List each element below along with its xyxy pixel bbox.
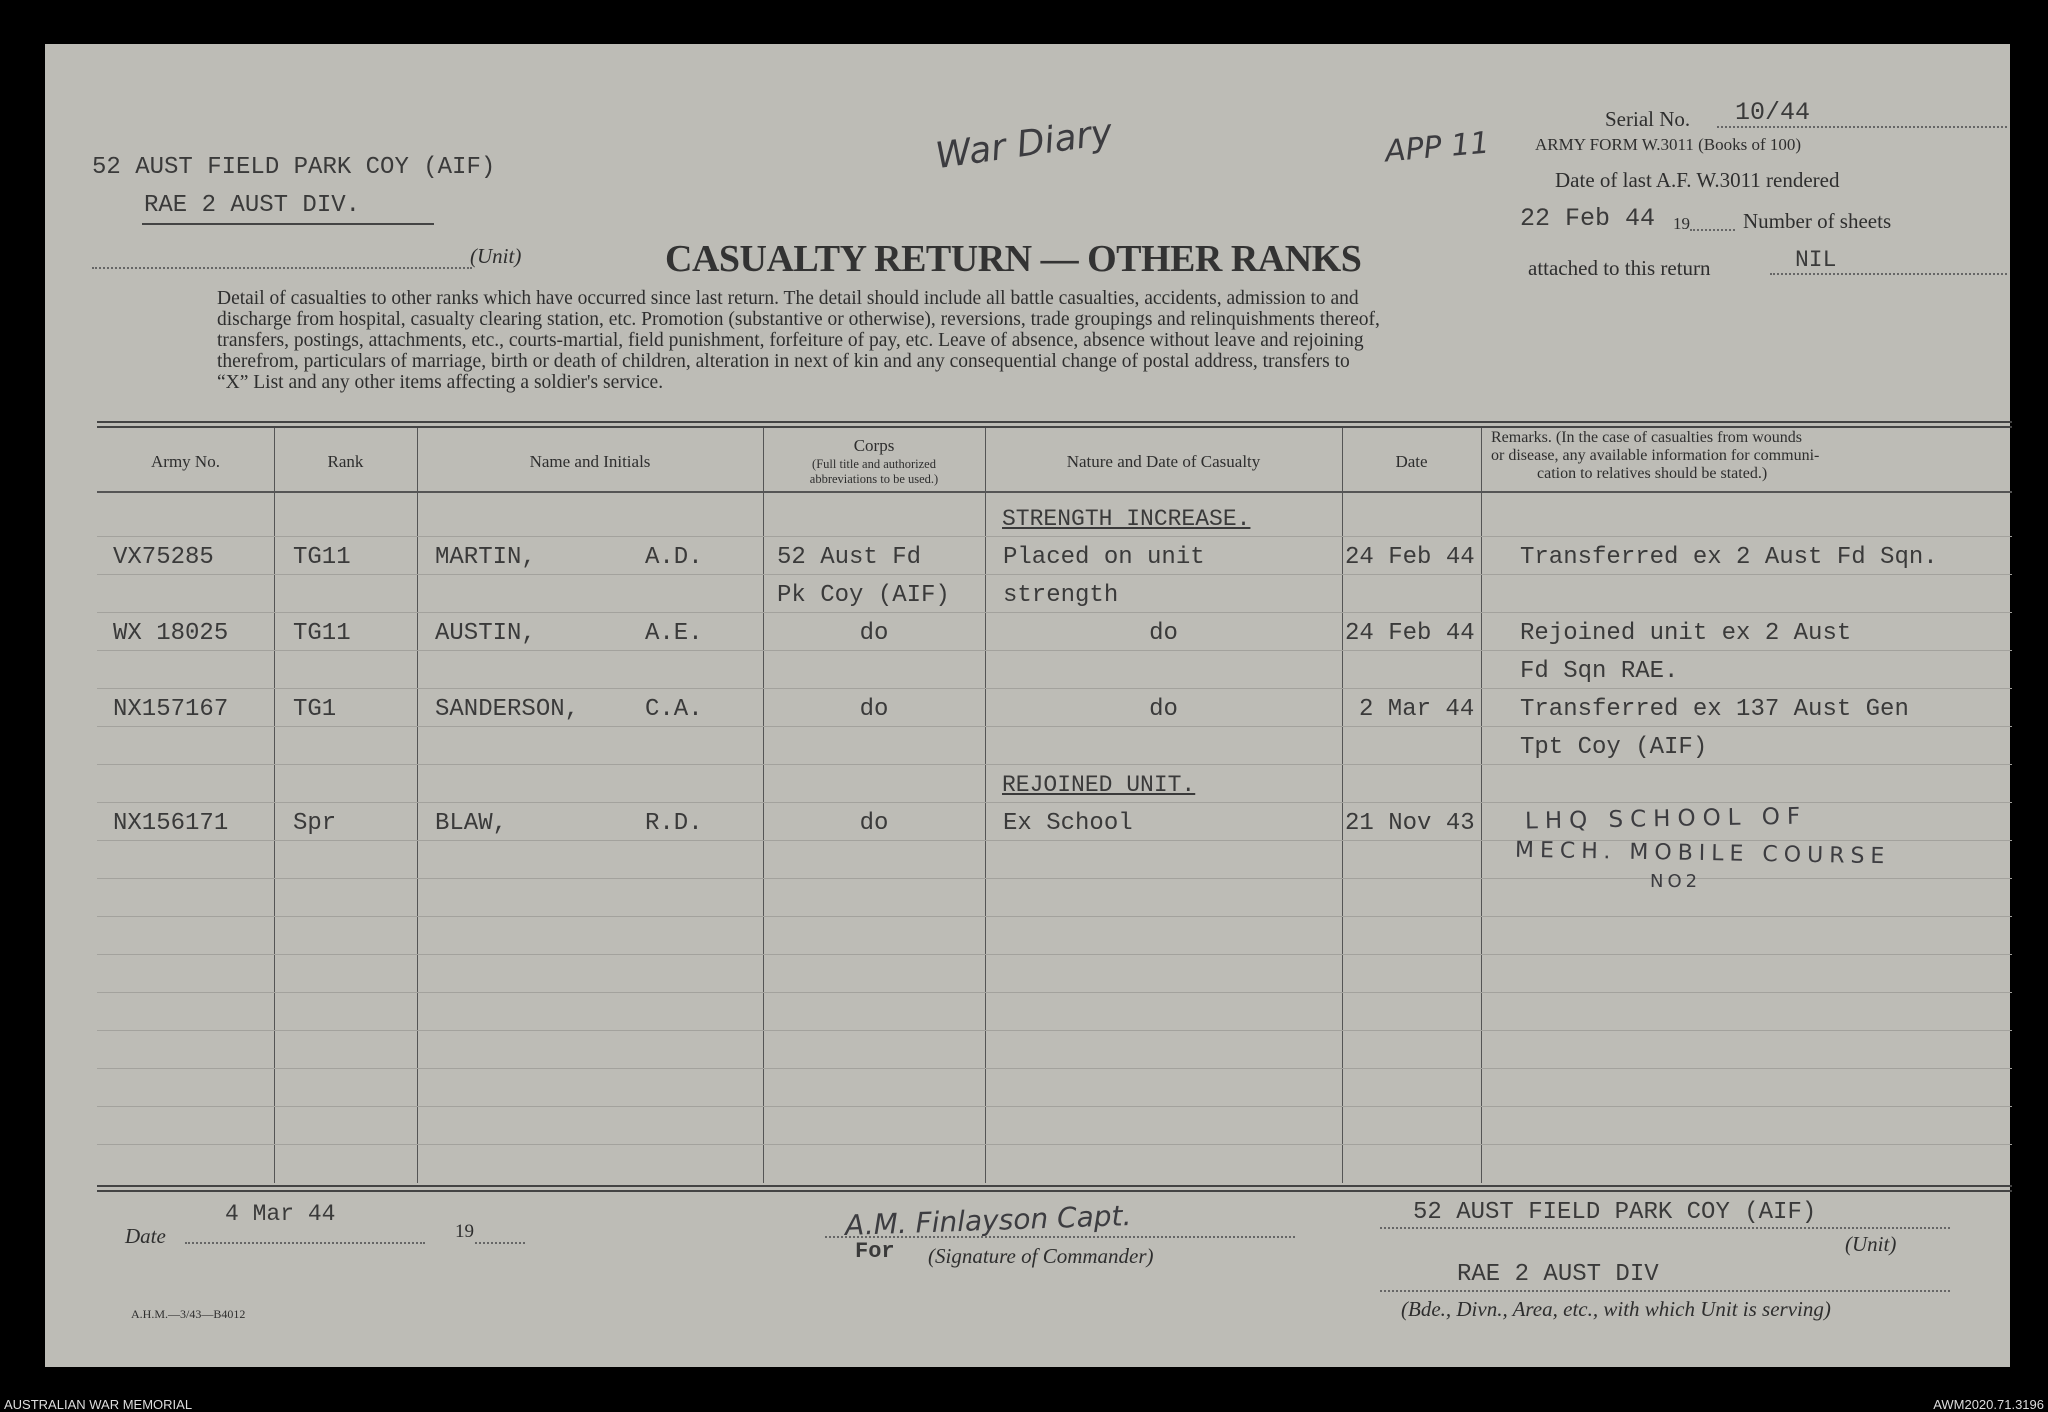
- column-divider: [1342, 428, 1343, 1183]
- row-rule: [97, 650, 2012, 651]
- column-divider: [274, 428, 275, 1183]
- rank-cell: TG11: [293, 544, 351, 571]
- for-label: For: [855, 1239, 895, 1264]
- instruction-line: transfers, postings, attachments, etc., courts-martial, field punishment, forfeiture of pay, etc. Leave of absence, absence without leave and rejoining: [217, 330, 1364, 351]
- header-corps-note: (Full title and authorized: [812, 457, 936, 471]
- row-rule: [97, 1106, 2012, 1107]
- serial-dotted-line: [1717, 126, 2007, 128]
- header-remarks: cation to relatives should be stated.): [1537, 465, 1768, 482]
- army-no-cell: WX 18025: [113, 620, 229, 647]
- surname-cell: MARTIN,: [435, 544, 536, 571]
- footer-year-dotted-line: [475, 1242, 525, 1244]
- corps-cell: Pk Coy (AIF): [777, 582, 950, 609]
- surname-cell: AUSTIN,: [435, 620, 536, 647]
- unit-line-1: 52 AUST FIELD PARK COY (AIF): [92, 154, 496, 181]
- header-corps-note: abbreviations to be used.): [809, 472, 939, 486]
- row-rule: [97, 688, 2012, 689]
- date-cell: 21 Nov 43: [1345, 810, 1475, 837]
- footer-date-value: 4 Mar 44: [225, 1201, 336, 1227]
- serial-value: 10/44: [1735, 98, 1811, 127]
- instruction-line: Detail of casualties to other ranks which have occurred since last return. The detail should include all battle casualties, accidents, admission to and: [217, 288, 1359, 309]
- army-no-cell: NX156171: [113, 810, 229, 837]
- footer-date-dotted-line: [185, 1242, 425, 1244]
- column-divider: [985, 428, 986, 1183]
- rank-cell: TG1: [293, 696, 337, 723]
- remarks-handwritten: NO2: [1650, 871, 1702, 892]
- date-cell: 2 Mar 44: [1359, 696, 1475, 723]
- unit-underline: [142, 223, 434, 225]
- header-remarks: Remarks. (In the case of casualties from wounds: [1491, 429, 1803, 446]
- date-last-label: Date of last A.F. W.3011 rendered: [1555, 168, 1840, 192]
- corps-cell: do: [859, 696, 889, 723]
- row-rule: [97, 726, 2012, 727]
- initials-cell: A.E.: [645, 620, 703, 647]
- form-sheet: [45, 44, 2010, 1367]
- initials-cell: A.D.: [645, 544, 703, 571]
- corps-cell: do: [859, 810, 889, 837]
- row-rule: [97, 802, 2012, 803]
- row-rule: [97, 574, 2012, 575]
- section-heading-strength-increase: STRENGTH INCREASE.: [1002, 506, 1251, 532]
- print-code: A.H.M.—3/43—B4012: [131, 1307, 246, 1321]
- app-note: APP 11: [1383, 125, 1491, 170]
- footer-unit-dotted-line: [1380, 1227, 1950, 1229]
- war-diary-note: War Diary: [933, 111, 1115, 178]
- date-cell: 24 Feb 44: [1345, 620, 1475, 647]
- row-rule: [97, 536, 2012, 537]
- form-title: CASUALTY RETURN — OTHER RANKS: [665, 238, 1362, 280]
- archive-caption-left: AUSTRALIAN WAR MEMORIAL: [4, 1397, 193, 1412]
- instruction-line: “X” List and any other items affecting a soldier's service.: [217, 372, 664, 393]
- table-header-rule: [97, 491, 2012, 493]
- remarks-cell: Transferred ex 137 Aust Gen: [1520, 696, 1909, 723]
- corps-cell: do: [859, 620, 889, 647]
- table-top-rule: [97, 421, 2012, 423]
- nature-cell: Ex School: [1003, 810, 1133, 837]
- footer-unit-value: 52 AUST FIELD PARK COY (AIF): [1413, 1199, 1817, 1226]
- header-nature: Nature and Date of Casualty: [1066, 452, 1261, 471]
- remarks-cell: Fd Sqn RAE.: [1520, 658, 1679, 685]
- remarks-handwritten: MECH. MOBILE COURSE: [1514, 837, 1891, 870]
- nature-cell: do: [1149, 620, 1178, 647]
- nature-cell: Placed on unit: [1003, 544, 1205, 571]
- surname-cell: SANDERSON,: [435, 696, 580, 723]
- footer-formation-value: RAE 2 AUST DIV: [1457, 1261, 1659, 1288]
- section-heading-rejoined-unit: REJOINED UNIT.: [1002, 772, 1196, 798]
- footer-formation-caption: (Bde., Divn., Area, etc., with which Unit is serving): [1401, 1297, 1831, 1321]
- row-rule: [97, 1068, 2012, 1069]
- table-bottom-rule: [97, 1185, 2012, 1187]
- instruction-line: discharge from hospital, casualty clearing station, etc. Promotion (substantive or otherwise), reversions, trade groupings and relinquishments thereof,: [217, 309, 1380, 330]
- row-rule: [97, 1030, 2012, 1031]
- unit-dotted-line: [92, 267, 472, 269]
- army-no-cell: VX75285: [113, 544, 214, 571]
- remarks-cell: Transferred ex 2 Aust Fd Sqn.: [1520, 544, 1938, 571]
- column-divider: [1481, 428, 1482, 1183]
- table-bottom-rule: [97, 1190, 2012, 1192]
- army-form-label: ARMY FORM W.3011 (Books of 100): [1535, 135, 1802, 154]
- header-name: Name and Initials: [529, 452, 651, 471]
- remarks-cell: Rejoined unit ex 2 Aust: [1520, 620, 1852, 647]
- unit-line-2: RAE 2 AUST DIV.: [144, 192, 361, 219]
- footer-unit-caption: (Unit): [1845, 1232, 1897, 1256]
- corps-cell: 52 Aust Fd: [777, 544, 922, 571]
- remarks-cell: Tpt Coy (AIF): [1520, 734, 1708, 761]
- army-no-cell: NX157167: [113, 696, 229, 723]
- signature-caption: (Signature of Commander): [928, 1244, 1154, 1268]
- rank-cell: Spr: [293, 810, 337, 837]
- header-rank: Rank: [327, 452, 364, 471]
- footer-date-label: Date: [125, 1224, 166, 1248]
- header-corps: Corps: [853, 436, 895, 455]
- header-date: Date: [1395, 452, 1428, 471]
- row-rule: [97, 954, 2012, 955]
- archive-caption-right: AWM2020.71.3196: [1933, 1397, 2044, 1412]
- year-dotted-line: [1690, 229, 1735, 231]
- row-rule: [97, 992, 2012, 993]
- date-last-value: 22 Feb 44: [1520, 204, 1656, 233]
- rank-cell: TG11: [293, 620, 351, 647]
- row-rule: [97, 916, 2012, 917]
- nature-cell: do: [1149, 696, 1178, 723]
- attached-label: attached to this return: [1528, 256, 1711, 280]
- row-rule: [97, 764, 2012, 765]
- header-army-no: Army No.: [151, 452, 220, 471]
- date-cell: 24 Feb 44: [1345, 544, 1475, 571]
- unit-caption: (Unit): [470, 244, 522, 268]
- sheets-label: Number of sheets: [1743, 209, 1892, 233]
- initials-cell: C.A.: [645, 696, 703, 723]
- footer-formation-dotted-line: [1380, 1290, 1950, 1292]
- initials-cell: R.D.: [645, 810, 703, 837]
- instruction-line: therefrom, particulars of marriage, birth or death of children, alteration in next of kin and any consequential change of postal address, transfers to: [217, 351, 1350, 372]
- signature-dotted-line: [825, 1236, 1295, 1238]
- footer-year-prefix: 19: [455, 1221, 474, 1242]
- date-last-year: 19: [1673, 214, 1690, 233]
- column-divider: [417, 428, 418, 1183]
- row-rule: [97, 1144, 2012, 1145]
- commander-signature: A.M. Finlayson Capt.: [844, 1199, 1132, 1242]
- row-rule: [97, 878, 2012, 879]
- table-top-rule: [97, 426, 2012, 428]
- serial-label: Serial No.: [1605, 107, 1691, 131]
- attached-dotted-line: [1770, 273, 2007, 275]
- row-rule: [97, 612, 2012, 613]
- header-remarks: or disease, any available information for communi-: [1491, 447, 1820, 464]
- nature-cell: strength: [1003, 582, 1119, 609]
- attached-value: NIL: [1795, 247, 1837, 273]
- remarks-handwritten: LHQ SCHOOL OF: [1524, 803, 1808, 835]
- surname-cell: BLAW,: [435, 810, 508, 837]
- column-divider: [763, 428, 764, 1183]
